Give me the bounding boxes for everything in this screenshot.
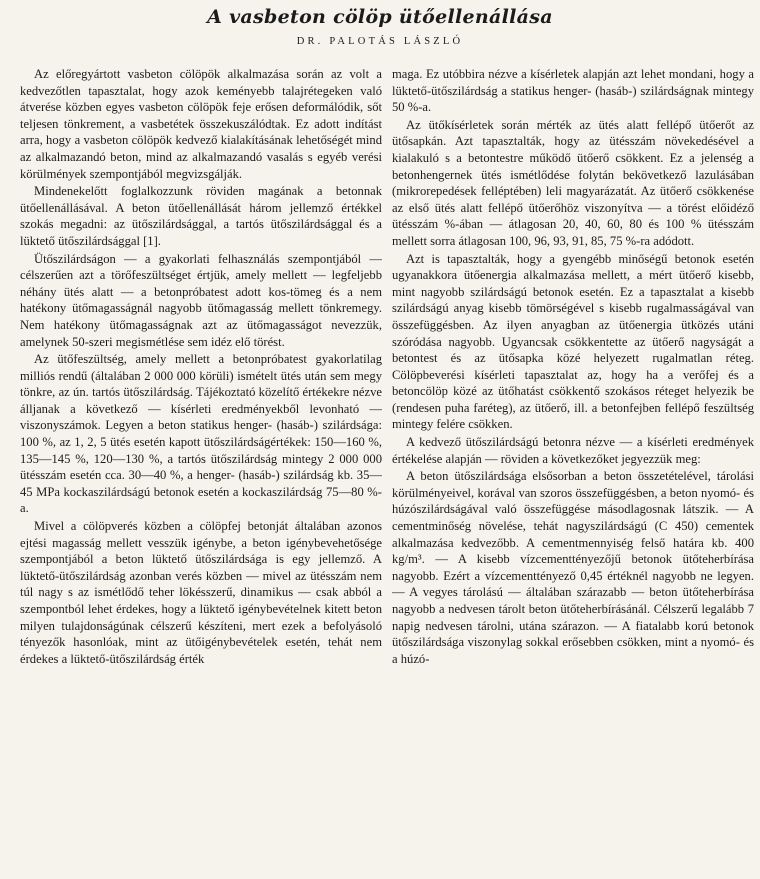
paragraph: maga. Ez utóbbira nézve a kísérletek alapján azt lehet mondani, hogy a lüktető-ütőszilárdság a statikus henger- (hasáb-) szilárdságnak mintegy 50 %-a. xyxy=(392,67,754,115)
paragraph: Mindenekelőtt foglalkozzunk röviden magának a betonnak ütőellenállásával. A beton ütőellenállását három jellemző értékkel szokás megadni: az ütőszilárdsággal, a tartós ütőszilárdsággal és a lüktető ütőszilárdsággal [1]. xyxy=(20,184,382,248)
article-title: A vasbeton cölöp ütőellenállása xyxy=(207,6,553,28)
paragraph: Az ütőfeszültség, amely mellett a betonpróbatest gyakorlatilag milliós rendű (általában 2 000 000 körüli) ismételt ütés után sem megy tönkre, az ún. tartós ütőszilárdság. Tájékoztató közelítő értékekre nézve álljanak a következő — kísérleti eredményekből levonható — viszonyszámok. Legyen a beton statikus henger- (hasáb-) szilárdsága: 100 %, az 1, 2, 5 ütés esetén kapott ütőszilárdságértékek: 150—160 %, 135—145 %, 120—130 %, a tartós ütőszilárdság mintegy 2 000 000 ütésszám esetén cca. 30—40 %, a henger- (hasáb-) szilárdság kb. 35—45 MPa kockaszilárdságú betonok esetén a kockaszilárdság 75—80 %-a. xyxy=(20,352,382,516)
right-column xyxy=(392,66,754,879)
paragraph: A beton ütőszilárdsága elsősorban a beton összetételével, tárolási körülményeivel, korával van szoros összefüggésben, a beton nyomó- és húzószilárdságával való összefüggése másodlagosnak látszik. — A cementminőség növelése, tehát nagyszilárdságú (C 450) cementek alkalmazása kedvezőbb. A cementmennyiség felső határa kb. 400 kg/m³. — A kisebb vízcementtényezőjű betonok ütőteherbírása nagyobb. Ezért a vízcementtényező 0,45 értéknél nagyobb ne legyen. — A vegyes tárolású — általában szárazabb — beton ütőteherbírása nagyobb a nedvesen tárolt beton ütőteherbírásánál. Célszerű legalább 7 napig nedvesen tárolni, utána szárazon. — A fiatalabb korú betonok ütőszilárdsága viszonylag sokkal erősebben csökken, mint a nyomó- és a húzó- xyxy=(392,469,754,666)
paragraph: Mivel a cölöpverés közben a cölöpfej betonját általában azonos ejtési magasság mellett vesszük igénybe, a beton igénybevehetősége szempontjából a beton lüktető ütőszilárdsága is egy jellemző. A lüktető-ütőszilárdság azonban verés közben — mivel az ütésszám nem túl nagy s az ismétlődő teher lökésszerű, dinamikus — csak abból a szempontból lehet érdekes, hogy a lüktető igénybevételnek kitett beton milyen tulajdonságúnak célszerű készíteni, mert ezek a befolyásoló tényezők hasonlóak, mint az ütőigénybevételek esetén, tehát nem érdekes a lüktető-ütőszilárdság érték xyxy=(20,519,382,666)
left-column xyxy=(20,66,382,879)
paragraph: Ütőszilárdságon — a gyakorlati felhasználás szempontjából — célszerűen azt a törőfeszültséget értjük, amely mellett — legfeljebb néhány ütés alatt — a betonpróbatest adott kos-tömeg és a nem hatékony ütőmagasságnál nagyobb ütőmagasság mellett tönkremegy. Nem hatékony ütőmagasságnak azt az ütőmagasságot nevezzük, amelynek 50-szeri megismétlése sem idéz elő törést. xyxy=(20,251,382,349)
article-author: DR. PALOTÁS LÁSZLÓ xyxy=(296,36,464,47)
paragraph: Azt is tapasztalták, hogy a gyengébb minőségű betonok esetén ugyanakkora ütőenergia alkalmazása mellett, a mért ütőerő kisebb, mint nagyobb szilárdságú betonok esetén. Ez a tapasztalat a kisebb szilárdságú anyag kisebb tömörségével s kisebb rugalmasságával van összefüggésben. Az ilyen anyagban az ütőenergia ütközés utáni szóródása nagyobb. Ugyancsak csökkentette az ütőerő nagyságát a betontest és az ütősapka közé helyezett rugalmatlan réteg. Cölöpbeverési kísérleti tapasztalat az, hogy ha a verőfej és a betoncölöp közé az ütőhatást csökkentő szokásos réteget helyezik be (rendesen puha faréteg), az ütőerő, ill. a betonfejben fellépő feszültség mintegy felére csökken. xyxy=(392,251,754,432)
paragraph: A kedvező ütőszilárdságú betonra nézve — a kísérleti eredmények értékelése alapján — röviden a következőket jegyezzük meg: xyxy=(392,435,754,466)
paragraph: Az előregyártott vasbeton cölöpök alkalmazása során az volt a kedvezőtlen tapasztalat, hogy azok keményebb talajrétegeken való átverése közben egyes vasbeton cölöpök feje erősen deformálódik, sőt teljesen tönkrement, a vasbetétek összekuszálódtak. Ez adott indítást arra, hogy a vasbeton cölöpök kedvező kialakításának lehetőségét mind az alkalmazandó beton, mind az alkalmazandó vasalás s egyéb verési körülmények szempontjából megvizsgálják. xyxy=(20,67,382,181)
paragraph: Az ütőkísérletek során mérték az ütés alatt fellépő ütőerőt az ütősapkán. Azt tapasztalták, hogy az ütésszám növekedésével a kialakuló s a betontestre működő ütőerő csökkent. Ez a jelenség a betonhengernek ütés ismétlődése folytán bekövetkező lazulásában (mikrorepedések felléptében) leli magyarázatát. Az ütőerő csökkenése az első ütés alatt fellépő ütőerőhöz viszonyítva — a törést előidéző ütésszám %-ában — átlagosan 20, 40, 60, 80 és 100 % ütésszám mellett sorra átlagosan 100, 96, 93, 91, 85, 75 %-ra adódott. xyxy=(392,117,754,248)
